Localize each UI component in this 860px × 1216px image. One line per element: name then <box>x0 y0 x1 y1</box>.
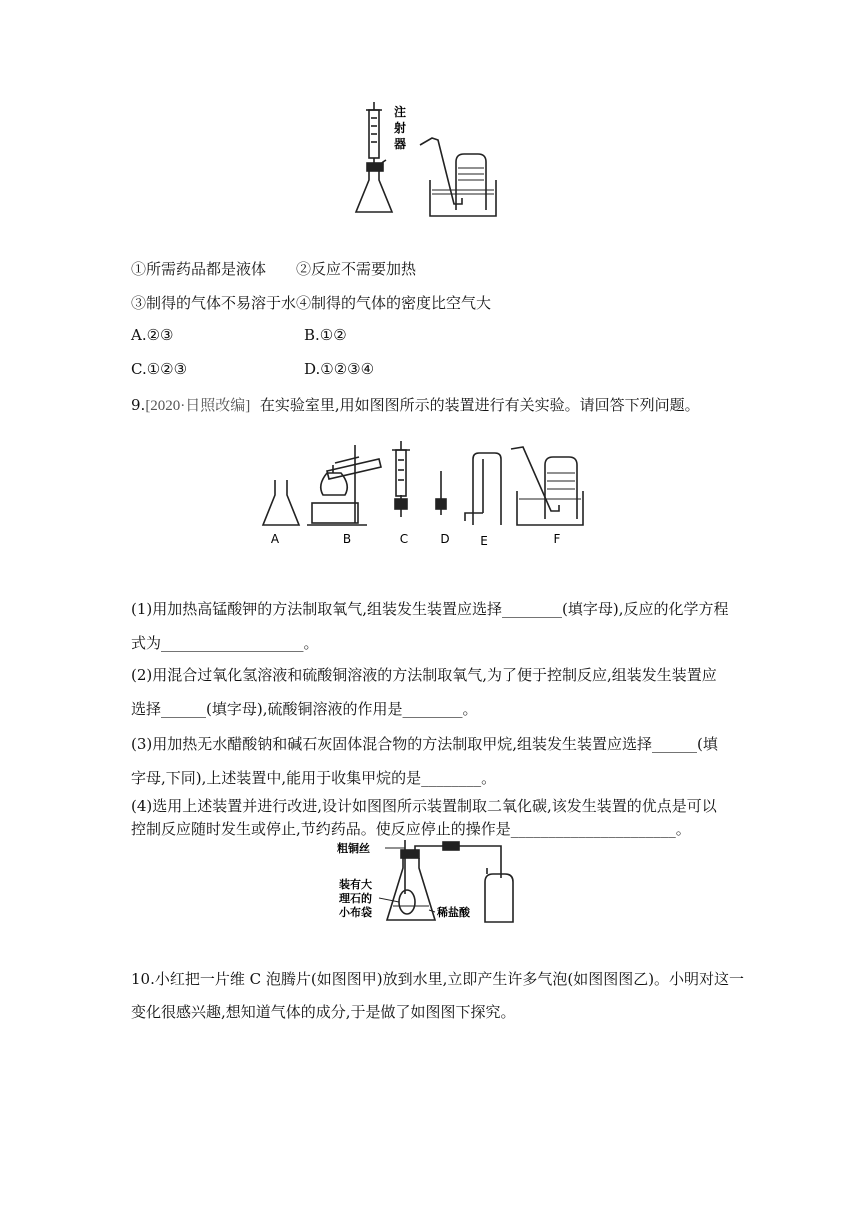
q9-header <box>131 394 700 415</box>
q9-part4-line2: 控制反应随时发生或停止,节约药品。使反应停止的操作是______________________。 <box>131 820 691 838</box>
fig2-label-b: B <box>342 532 352 546</box>
q8-option-d: D.①②③④ <box>304 360 375 378</box>
q10-line1: 10.小红把一片维 C 泡腾片(如图图甲)放到水里,立即产生许多气泡(如图图图乙)。小明对这一 <box>131 970 745 988</box>
q8-statement-2: ③制得的气体不易溶于水④制得的气体的密度比空气大 <box>131 294 492 312</box>
figure-apparatus-a-f <box>255 425 605 555</box>
fig3-label-wire: 粗铜丝 <box>337 842 370 855</box>
fig2-label-e: E <box>480 534 488 548</box>
q8-option-b: B.①② <box>304 326 347 344</box>
fig1-label-qi: 器 <box>394 137 407 151</box>
fig2-label-d: D <box>440 532 450 546</box>
q8-statement-1: ①所需药品都是液体 ②反应不需要加热 <box>131 260 417 278</box>
fig3-label-acid: 稀盐酸 <box>437 906 470 919</box>
fig1-label-zhu: 注 <box>394 105 407 119</box>
fig2-label-a: A <box>270 532 280 546</box>
q10-line2: 变化很感兴趣,想知道气体的成分,于是做了如图图下探究。 <box>131 1003 516 1021</box>
q9-part2-line1: (2)用混合过氧化氢溶液和硫酸铜溶液的方法制取氧气,为了便于控制反应,组装发生装置应 <box>131 666 717 684</box>
q9-stem: 在实验室里,用如图图所示的装置进行有关实验。请回答下列问题。 <box>259 396 700 414</box>
figure-syringe-apparatus <box>350 100 520 220</box>
fig2-label-f: F <box>553 532 561 546</box>
q9-part4-line1: (4)选用上述装置并进行改进,设计如图图所示装置制取二氧化碳,该发生装置的优点是可以 <box>131 797 717 815</box>
q9-part1-line1: (1)用加热高锰酸钾的方法制取氧气,组装发生装置应选择________(填字母),反应的化学方程 <box>131 600 729 618</box>
fig2-label-c: C <box>399 532 409 546</box>
fig3-label-bag-3: 小布袋 <box>339 906 372 919</box>
fig1-label-she: 射 <box>394 121 407 135</box>
q9-part3-line2: 字母,下同),上述装置中,能用于收集甲烷的是________。 <box>131 769 497 787</box>
figure-co2-generator <box>335 838 525 928</box>
q9-number: 9. <box>131 396 146 414</box>
q9-part2-line2: 选择______(填字母),硫酸铜溶液的作用是________。 <box>131 700 478 718</box>
fig3-label-bag-1: 装有大 <box>339 878 372 891</box>
q9-source: [2020·日照改编] <box>145 398 251 414</box>
q8-option-a: A.②③ <box>131 326 174 344</box>
q9-part1-line2: 式为___________________。 <box>131 634 319 652</box>
q8-option-c: C.①②③ <box>131 360 188 378</box>
q9-part3-line1: (3)用加热无水醋酸钠和碱石灰固体混合物的方法制取甲烷,组装发生装置应选择______(填 <box>131 735 718 753</box>
fig3-label-bag-2: 理石的 <box>339 892 372 905</box>
